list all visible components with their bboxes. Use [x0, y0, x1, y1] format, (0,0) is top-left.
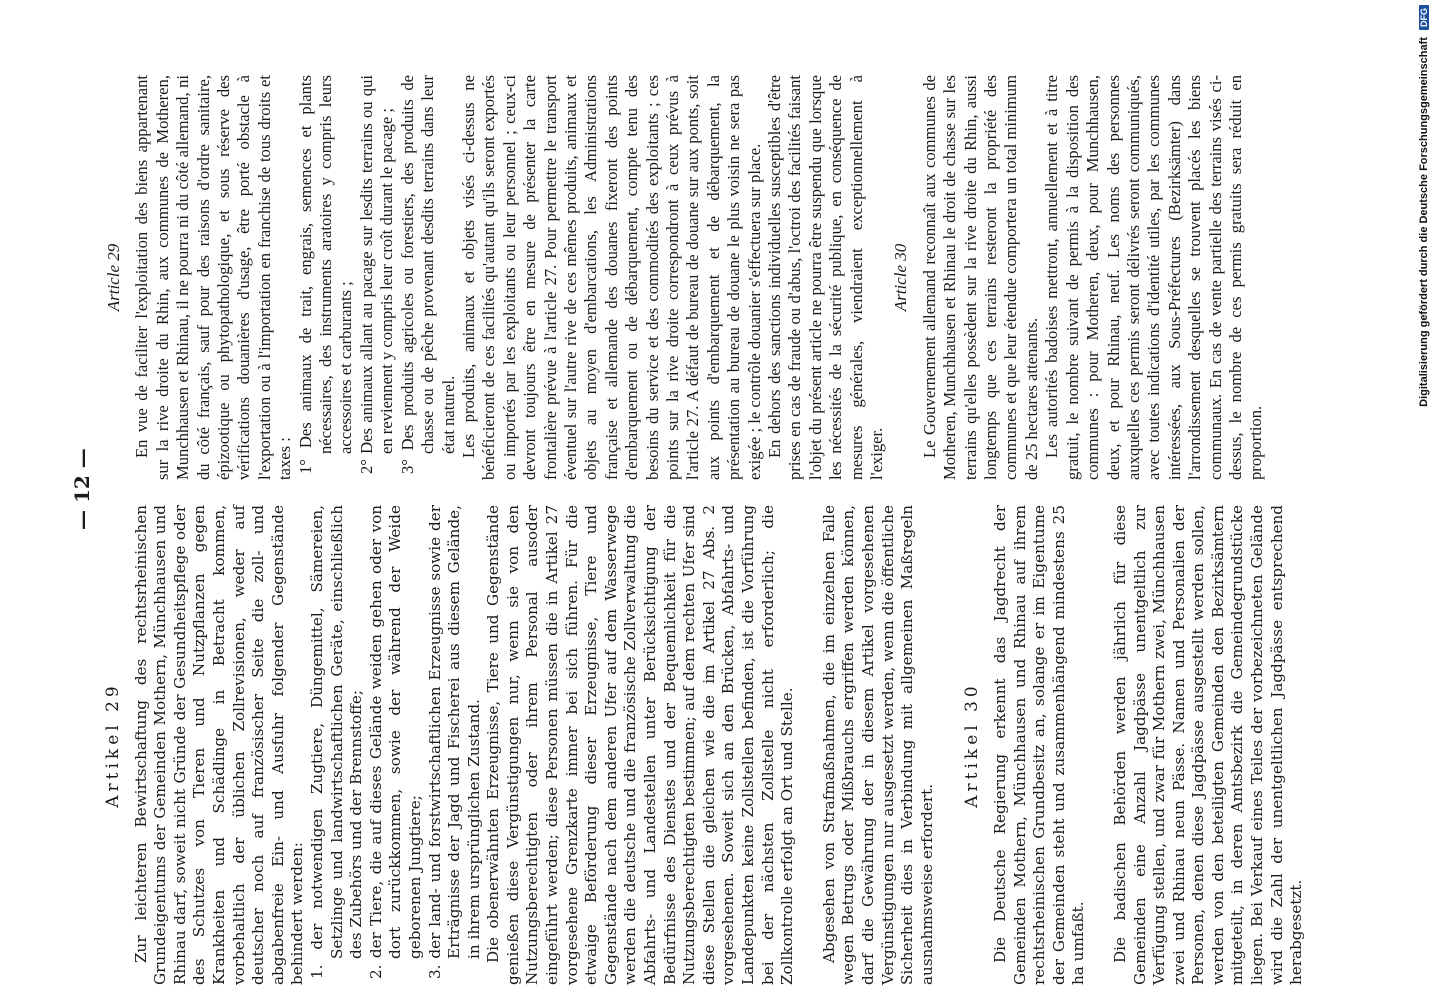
- german-article-29-paragraph-2: Die obenerwähnten Erzeugnisse, Tiere und Gegenstände genießen diese Vergünstigungen nur, wenn sie von den Nutzungsberechtigten oder ihrem Personal ausoder eingeführt werden; diese Personen müssen die in Artikel 27 vorgesehene Grenzkarte immer bei sich führen. Für die etwaige Beförderung dieser Erzeugnisse, Tiere und Gegenstände nach dem anderen Ufer auf dem Wasserwege werden die deutsche und die französische Zollverwaltung die Abfahrts- und Landestellen unter Berücksichtigung der Bedürfnisse des Dienstes und der Bequemlichkeit für die Nutzungsberechtigten bestimmen; auf dem rechten Ufer sind diese Stellen die gleichen wie die im Artikel 27 Abs. 2 vorgesehenen. Soweit sich an den Brücken, Abfahrts- und Landepunkten keine Zollstellen befinden, ist die Vorführung bei der nächsten Zollstelle nicht erforderlich; die Zollkontrolle erfolgt an Ort und Stelle.: [484, 505, 797, 985]
- french-article-30-paragraph-2: Les autorités badoises mettront, annuellement et à titre gratuit, le nombre suivant de permis à la disposition des communes : pour Motheren, deux, pour Munchhausen, deux, et pour Rhinau, neuf. Les noms des personnes auxquelles ces permis seront délivrés seront communiqués, avec toutes indications d'identité utiles, par les communes intéressées, aux Sous-Préfectures (Bezirksämter) dans l'arrondissement desquelles se trouvent placés les biens communaux. En cas de vente partielle des terrains visés ci-dessus, le nombre de ces permis gratuits sera réduit en proportion.: [1042, 75, 1266, 480]
- french-article-29-intro: En vue de faciliter l'exploitation des biens appartenant sur la rive droite du Rhin, aux communes de Motheren, Munchhausen et Rhinau, il ne pourra ni du côté allemand, ni du côté français, sauf pour des raisons d'ordre sanitaire, épizootique ou phytopathologique, et sous réserve des vérifications douanières d'usage, être porté obstacle à l'exportation ou à l'importation en franchise de tous droits et taxes :: [132, 75, 295, 480]
- german-article-29-item-2: 2. der Tiere, die auf dieses Gelände weiden gehen oder von dort zurückkommen, sowie der während der Weide geborenen Jungtiere;: [366, 505, 424, 979]
- french-article-29-heading: Article 29: [104, 243, 123, 312]
- french-column: [100, 75, 1267, 480]
- german-article-30-paragraph-1: Die Deutsche Regierung erkennt das Jagdrecht der Gemeinden Mothern, Münchhausen und Rhinau auf ihrem rechtsrheinischen Grundbesitz an, solange er im Eigentume der Gemeinden steht und zusammenhängend mindestens 25 ha umfaßt.: [990, 505, 1088, 985]
- french-article-29-paragraph-2: Les produits, animaux et objets visés ci-dessus ne bénéficieront de ces facilités qu'autant qu'ils seront exportés ou importés par les exploitants ou leur personnel ; ceux-ci devront toujours être en mesure de présenter la carte frontalière prévue à l'article 27. Pour permettre le transport éventuel sur l'autre rive de ces mêmes produits, animaux et objets au moyen d'embarcations, les Administrations française et allemande des douanes fixeront des points d'embarquement ou de débarquement, compte tenu des besoins du service et des commodités des exploitants ; ces points sur la rive droite correspondront à ceux prévus à l'article 27. A défaut de bureau de douane sur aux ponts, soit aux points d'embarquement et de débarquement, la présentation au bureau de douane le plus voisin ne sera pas exigée ; le contrôle douanier s'effectuera sur place.: [458, 75, 764, 480]
- french-article-30-paragraph-1: Le Gouvernement allemand reconnaît aux communes de Motheren, Munchhausen et Rhinau le droit de chasse sur les terrains qu'elles possèdent sur la rive droite du Rhin, aussi longtemps que ces terrains resteront la propriété des communes et que leur étendue comportera un total minimum de 25 hectares attenants.: [919, 75, 1041, 480]
- french-article-29-item-2: 2° Des animaux allant au pacage sur lesdits terrains ou qui en reviennent y compris leur croît durant le pacage ;: [356, 75, 397, 474]
- french-article-30-heading: Article 30: [891, 243, 911, 312]
- german-article-29-paragraph-3: Abgesehen von Strafmaßnahmen, die im einzelnen Falle wegen Betrugs oder Mißbrauchs ergriffen werden können, darf die Gewährung der in diesem Artikel vorgesehenen Vergünstigungen nur ausgesetzt werden, wenn die öffentliche Sicherheit dies in Verbindung mit allgemeinen Maßregeln ausnahmsweise erfordert.: [819, 505, 936, 985]
- french-article-29-item-3: 3° Des produits agricoles ou forestiers, des produits de chasse ou de pêche provenant desdits terrains dans leur état naturel.: [397, 75, 458, 474]
- page-number: — 12 —: [70, 448, 94, 530]
- french-article-29-paragraph-3: En dehors des sanctions individuelles susceptibles d'être prises en cas de fraude ou d'abus, l'octroi des facilités faisant l'objet du présent article ne pourra être suspendu que lorsque les nécessités de la sécurité publique, en conséquence de mesures générales, viendraient exceptionnellement à l'exiger.: [765, 75, 887, 480]
- german-article-29-intro: Zur leichteren Bewirtschaftung des rechtsrheinischen Grundeigentums der Gemeinden Mothern, Münchhausen und Rhinau darf, soweit nicht Gründe der Gesundheitspflege oder des Schutzes von Tieren und Nutzpflanzen gegen Krankheiten und Schädlinge in Betracht kommen, vorbehaltlich der üblichen Zollrevisionen, weder auf deutscher noch auf französischer Seite die zoll- und abgabenfreie Ein- und Ausfuhr folgender Gegenstände behindert werden:: [131, 505, 307, 985]
- german-article-29-item-1: 1. der notwendigen Zugtiere, Düngemittel, Sämereien, Setzlinge und landwirtschaftlichen Geräte, einschließlich des Zubehörs und der Brennstoffe;: [307, 505, 366, 979]
- german-column: [100, 505, 1307, 985]
- german-article-29-item-3: 3. der land- und forstwirtschaftlichen Erzeugnisse sowie der Erträgnisse der Jagd und Fischerei aus diesem Gelände, in ihrem ursprünglichen Zustand.: [425, 505, 483, 979]
- french-article-29-item-1: 1° Des animaux de trait, engrais, semences et plants nécessaires, des instruments aratoires y compris leurs accessoires et carburants ;: [295, 75, 356, 474]
- dfg-logo: DFG: [1419, 5, 1429, 30]
- german-article-30-paragraph-2: Die badischen Behörden werden jährlich für diese Gemeinden eine Anzahl Jagdpässe unentgeltlich zur Verfügung stellen, und zwar für Mothern zwei, Münchhausen zwei und Rhinau neun Pässe. Namen und Personalien der Personen, denen diese Jagdpässe ausgestellt werden sollen, werden von den beteiligten Gemeinden den Bezirksämtern mitgeteilt, in deren Amtsbezirk die Gemeindegrundstücke liegen. Bei Verkauf eines Teiles der vorbezeichneten Gelände wird die Zahl der unentgeltlichen Jagdpässe entsprechend herabgesetzt.: [1110, 505, 1306, 985]
- german-article-30-heading: Artikel 30: [962, 682, 983, 808]
- digitization-note-text: Digitalisierung gefördert durch die Deutsche Forschungsgemeinschaft: [1418, 37, 1430, 407]
- german-article-29-heading: Artikel 29: [103, 682, 123, 808]
- digitization-note: [1418, 5, 1430, 990]
